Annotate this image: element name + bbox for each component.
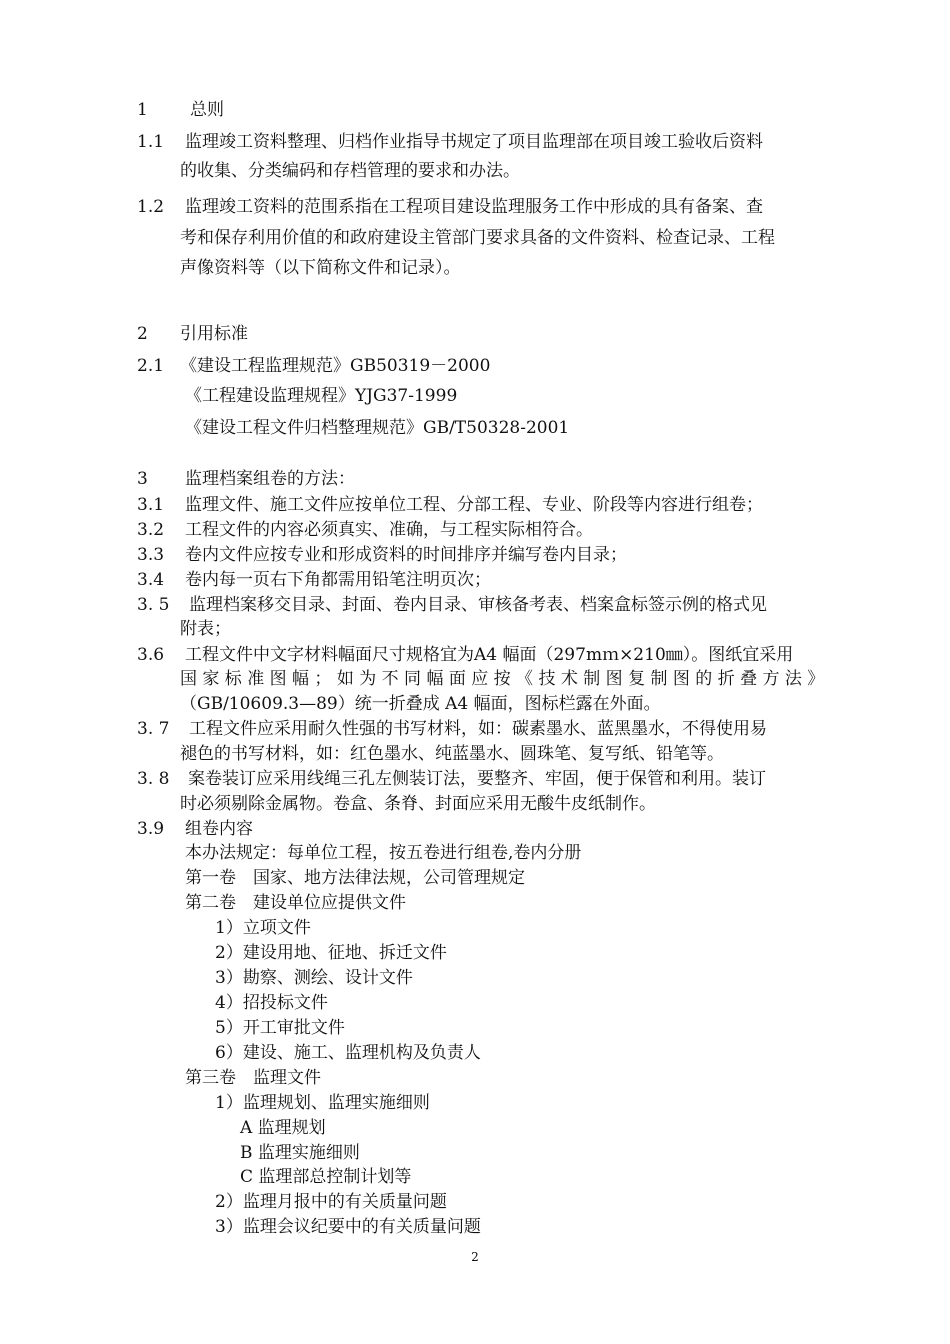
body-text-line: 时必须剔除金属物。卷盒、条脊、封面应采用无酸牛皮纸制作。 (180, 794, 656, 814)
section-number: 3. 5 (137, 595, 170, 615)
body-text-line: 2）监理月报中的有关质量问题 (215, 1192, 447, 1212)
body-text-line: A 监理规划 (240, 1118, 326, 1138)
section-heading-text: 卷内文件应按专业和形成资料的时间排序并编写卷内目录； (185, 545, 627, 565)
section-number: 3.1 (137, 495, 165, 515)
body-text-line: 5）开工审批文件 (215, 1018, 345, 1038)
section-number: 2.1 (137, 356, 165, 376)
body-text-line: 的收集、分类编码和存档管理的要求和办法。 (180, 161, 520, 181)
body-text-line: 1）立项文件 (215, 918, 311, 938)
section-heading-text: 总则 (190, 100, 224, 120)
body-text-line: C 监理部总控制计划等 (240, 1167, 412, 1187)
section-heading-text: 监理档案移交目录、封面、卷内目录、审核备考表、档案盒标签示例的格式见 (189, 595, 767, 615)
body-text-line: 3）监理会议纪要中的有关质量问题 (215, 1217, 481, 1237)
section-number: 3.2 (137, 520, 165, 540)
body-text-line: 第三卷 监理文件 (185, 1068, 321, 1088)
section-heading-text: 监理竣工资料的范围系指在工程项目建设监理服务工作中形成的具有备案、查 (185, 197, 763, 217)
body-text-line: 本办法规定：每单位工程，按五卷进行组卷,卷内分册 (185, 843, 582, 863)
section-number: 1.1 (137, 132, 165, 152)
section-number: 3.9 (137, 819, 165, 839)
body-text-line: 2）建设用地、征地、拆迁文件 (215, 943, 447, 963)
section-number: 3 (137, 469, 148, 489)
section-number: 1.2 (137, 197, 165, 217)
section-heading-text: 工程文件应采用耐久性强的书写材料，如：碳素墨水、蓝黑墨水，不得使用易 (189, 719, 767, 739)
body-text-line: 国 家 标 准 图 幅 ； 如 为 不 同 幅 面 应 按 《 技 术 制 图 复 制 图 的 折 叠 方 法 》 (180, 669, 825, 689)
section-heading-text: 引用标准 (180, 324, 248, 344)
section-heading-text: 监理档案组卷的方法： (185, 469, 355, 489)
section-heading-text: 监理竣工资料整理、归档作业指导书规定了项目监理部在项目竣工验收后资料 (185, 132, 763, 152)
body-text-line: 第一卷 国家、地方法律法规，公司管理规定 (185, 868, 525, 888)
section-number: 2 (137, 324, 148, 344)
body-text-line: B 监理实施细则 (240, 1143, 360, 1163)
section-heading-text: 《建设工程监理规范》GB50319－2000 (180, 356, 491, 376)
section-number: 3.3 (137, 545, 165, 565)
section-heading-text: 监理文件、施工文件应按单位工程、分部工程、专业、阶段等内容进行组卷； (185, 495, 763, 515)
section-heading-text: 案卷装订应采用线绳三孔左侧装订法，要整齐、牢固，便于保管和利用。装订 (188, 769, 766, 789)
page-number: 2 (471, 1250, 479, 1264)
body-text-line: 第二卷 建设单位应提供文件 (185, 893, 406, 913)
section-number: 3. 7 (137, 719, 170, 739)
section-heading-text: 组卷内容 (185, 819, 253, 839)
section-number: 3.6 (137, 645, 165, 665)
body-text-line: 3）勘察、测绘、设计文件 (215, 968, 413, 988)
section-number: 3. 8 (137, 769, 170, 789)
body-text-line: 考和保存利用价值的和政府建设主管部门要求具备的文件资料、检查记录、工程 (180, 228, 775, 248)
body-text-line: 附表； (180, 619, 231, 639)
section-number: 1 (137, 100, 148, 120)
section-heading-text: 工程文件的内容必须真实、准确，与工程实际相符合。 (185, 520, 593, 540)
body-text-line: 1）监理规划、监理实施细则 (215, 1093, 430, 1113)
body-text-line: 《建设工程文件归档整理规范》GB/T50328-2001 (185, 418, 570, 438)
section-heading-text: 卷内每一页右下角都需用铅笔注明页次； (185, 570, 491, 590)
body-text-line: 声像资料等（以下简称文件和记录）。 (180, 258, 461, 278)
body-text-line: （GB/10609.3—89）统一折叠成 A4 幅面，图标栏露在外面。 (180, 694, 661, 714)
section-heading-text: 工程文件中文字材料幅面尺寸规格宜为A4 幅面（297mｍ×210㎜）。图纸宜采用 (185, 645, 794, 665)
body-text-line: 《工程建设监理规程》YJG37-1999 (185, 386, 458, 406)
body-text-line: 褪色的书写材料，如：红色墨水、纯蓝墨水、圆珠笔、复写纸、铅笔等。 (180, 744, 724, 764)
section-number: 3.4 (137, 570, 165, 590)
body-text-line: 4）招投标文件 (215, 993, 328, 1013)
body-text-line: 6）建设、施工、监理机构及负责人 (215, 1043, 481, 1063)
